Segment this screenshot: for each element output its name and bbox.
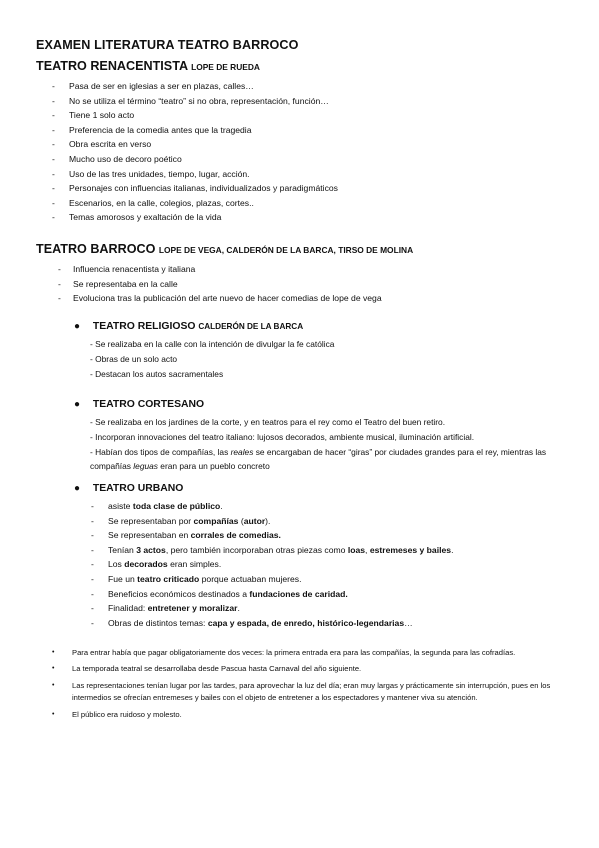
list-item: - Mucho uso de decoro poético: [52, 153, 182, 164]
list-item: - Se representaba en la calle: [58, 278, 178, 289]
bullet-icon: •: [52, 649, 55, 656]
notes-list: [52, 647, 572, 725]
list-item: - Obras de distintos temas: capa y espada, de enredo, histórico-legendarias…: [91, 617, 413, 628]
list-item: - Obras de un solo acto: [90, 353, 178, 364]
section-heading-barroco: [36, 242, 413, 256]
list-item: - Los decorados eran simples.: [91, 559, 222, 570]
note-item: • Las representaciones tenían lugar por las tardes, para aprovechar la luz del día; eran muy largas y prácticamente sin interrupción, pues en los intermedios se ofrecían entremeses y bailes con el objeto de entretener a los espectadores y mantener viva su atención.: [52, 680, 551, 703]
bullet-icon: ●: [74, 399, 81, 410]
list-item: - Escenarios, en la calle, colegios, plazas, cortes..: [52, 197, 254, 208]
list-item: - Preferencia de la comedia antes que la tragedia: [52, 124, 252, 135]
subsection-heading-cortesano: ● TEATRO CORTESANO: [74, 399, 205, 410]
list-item: - Incorporan innovaciones del teatro italiano: lujosos decorados, ambiente musical, iluminación artificial.: [90, 431, 475, 442]
religioso-lines: [90, 337, 334, 381]
heading-text: TEATRO BARROCO: [36, 242, 156, 256]
section-heading-renacentista: [36, 59, 260, 73]
cortesano-lines: [90, 415, 565, 474]
heading-author: LOPE DE RUEDA: [191, 62, 260, 72]
list-item: - Tenían 3 actos, pero también incorporaban otras piezas como loas, estremeses y bailes.: [91, 544, 454, 555]
note-item: • Para entrar había que pagar obligatoriamente dos veces: la primera entrada era para las compañías, la segunda para las cofradías.: [52, 647, 572, 659]
renacentista-list: [52, 79, 338, 225]
bullet-icon: •: [52, 710, 55, 718]
list-item: - Tiene 1 solo acto: [52, 110, 135, 121]
list-item: - Influencia renacentista y italiana: [58, 264, 196, 274]
urbano-list: [91, 499, 453, 630]
list-item: - Habían dos tipos de compañías, las reales se encargaban de hacer “giras” por ciudades grandes para el rey, mientras las compañías leguas eran para un pueblo concreto: [90, 446, 547, 472]
list-item: - Finalidad: entretener y moralizar.: [91, 603, 240, 614]
list-item: - Se realizaba en los jardines de la corte, y en teatros para el rey como el Teatro del buen retiro.: [90, 417, 446, 427]
heading-text: TEATRO RENACENTISTA: [36, 59, 188, 73]
bullet-icon: ●: [74, 483, 81, 494]
list-item: - Personajes con influencias italianas, individualizados y paradigmáticos: [52, 183, 338, 194]
list-item: - Uso de las tres unidades, tiempo, lugar, acción.: [52, 168, 250, 179]
barroco-list: [58, 262, 382, 306]
list-item: - Temas amorosos y exaltación de la vida: [52, 212, 222, 223]
list-item: - Obra escrita en verso: [52, 139, 152, 150]
list-item: - Se representaban por compañías (autor).: [91, 515, 271, 526]
subsection-heading-religioso: ● TEATRO RELIGIOSO CALDERÓN DE LA BARCA: [74, 321, 304, 332]
bullet-icon: •: [52, 665, 55, 673]
subsection-heading-urbano: ● TEATRO URBANO: [74, 483, 184, 494]
note-item: • El público era ruidoso y molesto.: [52, 709, 572, 721]
list-item: - No se utiliza el término “teatro” si no obra, representación, función…: [52, 95, 329, 106]
bullet-icon: ●: [74, 321, 81, 332]
document-title: EXAMEN LITERATURA TEATRO BARROCO: [36, 38, 299, 52]
list-item: - Se representaban en corrales de comedias.: [91, 530, 281, 541]
list-item: - Se realizaba en la calle con la intención de divulgar la fe católica: [90, 339, 335, 349]
list-item: - Fue un teatro criticado porque actuaban mujeres.: [91, 573, 302, 584]
list-item: - Evoluciona tras la publicación del arte nuevo de hacer comedias de lope de vega: [58, 293, 382, 304]
note-item: • La temporada teatral se desarrollaba desde Pascua hasta Carnaval del año siguiente.: [52, 663, 572, 675]
heading-authors: LOPE DE VEGA, CALDERÓN DE LA BARCA, TIRSO DE MOLINA: [158, 245, 414, 255]
list-item: - Destacan los autos sacramentales: [90, 368, 224, 379]
list-item: - Pasa de ser en iglesias a ser en plazas, calles…: [52, 81, 254, 91]
bullet-icon: •: [52, 681, 55, 689]
list-item: - asiste toda clase de público.: [91, 501, 223, 511]
list-item: - Beneficios económicos destinados a fundaciones de caridad.: [91, 588, 348, 599]
